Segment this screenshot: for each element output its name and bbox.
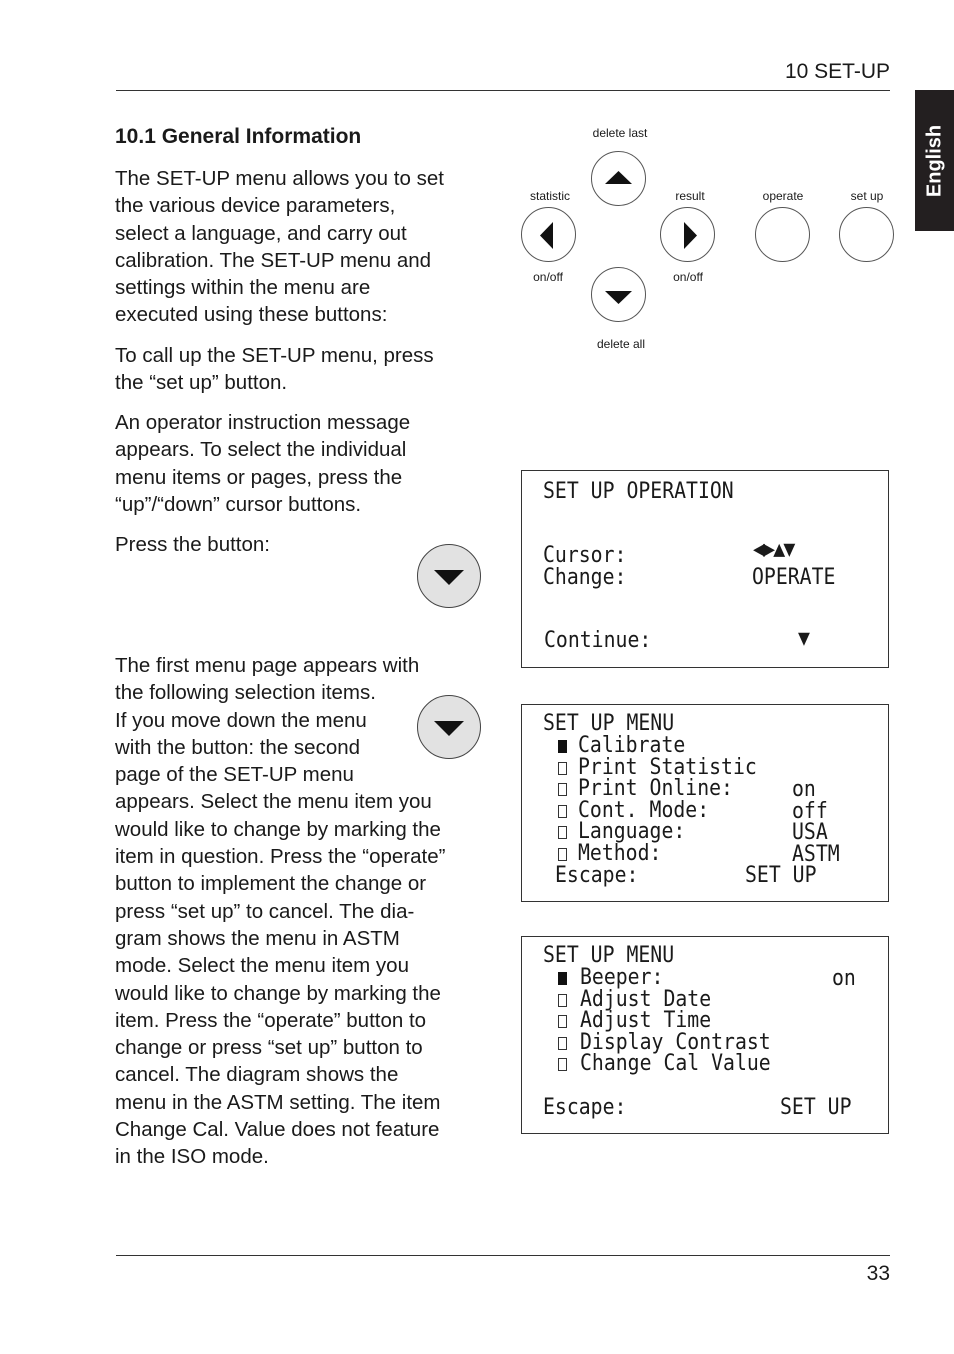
para-line: in the ISO mode.	[115, 1145, 269, 1169]
language-tab	[915, 90, 954, 231]
para-line: item. Press the “operate” button to	[115, 1008, 427, 1032]
operate-button	[755, 207, 810, 262]
menu-item-label: Cont. Mode:	[578, 798, 710, 823]
para-line: would like to change by marking the	[115, 817, 441, 841]
lcd-title: SET UP MENU	[543, 943, 675, 968]
down-arrow-icon	[418, 545, 482, 609]
right-button	[660, 207, 715, 262]
down-button	[591, 267, 646, 322]
lcd-escape-label: Escape:	[543, 1095, 627, 1120]
lcd-title: SET UP OPERATION	[543, 479, 734, 504]
menu-item-value: on	[832, 966, 856, 991]
para-line: settings within the menu are	[115, 276, 371, 300]
menu-item-label: Adjust Time	[580, 1008, 712, 1033]
label-operate: operate	[762, 189, 804, 203]
para-line: item in question. Press the “operate”	[115, 845, 446, 869]
chapter-header: 10 SET-UP	[784, 60, 890, 83]
para-line: press “set up” to cancel. The dia-	[115, 899, 415, 923]
lcd-change-value: OPERATE	[752, 565, 836, 590]
paragraph-intro	[115, 165, 485, 329]
menu-item-value: on	[792, 777, 816, 802]
para-line: If you move down the menu	[115, 708, 367, 732]
para-line: cancel. The diagram shows the	[115, 1063, 399, 1087]
para-line: menu in the ASTM setting. The item	[115, 1090, 441, 1114]
lcd-continue-label: Continue:	[544, 628, 652, 653]
down-button-illustration	[417, 544, 481, 608]
para-line: The SET-UP menu allows you to set	[115, 167, 444, 190]
menu-item-label: Change Cal Value	[580, 1051, 771, 1076]
label-result: result	[675, 189, 705, 203]
menu-item-value: ASTM	[792, 842, 840, 867]
selection-marker	[558, 994, 567, 1007]
lcd-setup-menu-page2	[521, 936, 889, 1134]
selection-marker	[558, 762, 567, 775]
lcd-setup-operation	[521, 470, 889, 668]
selection-marker	[558, 848, 567, 861]
para-line: “up”/“down” cursor buttons.	[115, 492, 362, 516]
label-statistic: statistic	[529, 189, 570, 203]
header-rule	[116, 90, 890, 91]
para-line: page of the SET-UP menu	[115, 763, 354, 787]
para-line: the following selection items.	[115, 681, 376, 705]
menu-item-label: Beeper:	[580, 965, 664, 990]
menu-item-value: off	[792, 799, 828, 824]
lcd-title: SET UP MENU	[543, 711, 675, 736]
para-line: select a language, and carry out	[115, 221, 407, 245]
down-button-illustration-2	[417, 695, 481, 759]
label-on-off-right: on/off	[673, 270, 703, 284]
lcd-continue-arrow: ▼	[798, 626, 810, 651]
left-arrow-icon	[522, 208, 577, 263]
para-line: appears. Select the menu item you	[115, 790, 432, 814]
selection-marker	[558, 805, 567, 818]
lcd-escape-label: Escape:	[555, 863, 639, 888]
menu-item-value: USA	[792, 820, 828, 845]
menu-item-label: Language:	[578, 819, 686, 844]
footer-rule	[116, 1255, 890, 1256]
para-line: the various device parameters,	[115, 194, 396, 218]
set-up-button	[839, 207, 894, 262]
lcd-setup-menu-page1	[521, 704, 889, 902]
left-button	[521, 207, 576, 262]
menu-item-label: Print Statistic	[578, 755, 757, 780]
lcd-escape-value: SET UP	[780, 1095, 852, 1120]
menu-item-label: Adjust Date	[580, 987, 712, 1012]
menu-item-label: Display Contrast	[580, 1030, 771, 1055]
para-line: would like to change by marking the	[115, 981, 441, 1005]
lcd-cursor-label: Cursor:	[543, 543, 627, 568]
language-tab-label: English	[923, 124, 945, 197]
selection-marker	[558, 1037, 567, 1050]
para-line: button to implement the change or	[115, 872, 427, 896]
selection-marker	[558, 1058, 567, 1071]
para-line: calibration. The SET-UP menu and	[115, 248, 432, 272]
label-on-off-left: on/off	[533, 270, 563, 284]
label-delete-last: delete last	[592, 126, 648, 140]
para-line: mode. Select the menu item you	[115, 954, 409, 978]
para-line: gram shows the menu in ASTM	[115, 926, 400, 950]
label-set-up: set up	[850, 189, 884, 203]
paragraph-press-button: Press the button:	[115, 533, 270, 556]
down-arrow-icon	[592, 268, 647, 323]
para-line: the “set up” button.	[115, 371, 288, 395]
para-line: executed using these buttons:	[115, 303, 388, 327]
selection-marker	[558, 1015, 567, 1028]
para-line: with the button: the second	[115, 735, 361, 759]
para-line: change or press “set up” button to	[115, 1036, 423, 1060]
para-line: The first menu page appears with	[115, 654, 420, 677]
selection-marker-filled	[558, 972, 567, 985]
lcd-cursor-arrows: ◀▶▲▼	[753, 537, 794, 562]
lcd-change-label: Change:	[543, 565, 627, 590]
selection-marker	[558, 783, 567, 796]
paragraph-call-up	[115, 342, 485, 397]
section-title: 10.1 General Information	[115, 125, 362, 148]
paragraph-operator-message	[115, 409, 485, 518]
lcd-escape-value: SET UP	[745, 863, 817, 888]
menu-item-label: Print Online:	[578, 776, 733, 801]
up-arrow-icon	[592, 152, 647, 207]
right-arrow-icon	[661, 208, 716, 263]
para-line: To call up the SET-UP menu, press	[115, 344, 434, 367]
selection-marker-filled	[558, 740, 567, 753]
para-line: Change Cal. Value does not feature	[115, 1118, 440, 1142]
para-line: menu items or pages, press the	[115, 465, 403, 489]
down-arrow-icon	[418, 696, 482, 760]
menu-item-label: Calibrate	[578, 733, 686, 758]
para-line: appears. To select the individual	[115, 438, 407, 462]
para-line: An operator instruction message	[115, 411, 411, 434]
up-button	[591, 151, 646, 206]
selection-marker	[558, 826, 567, 839]
label-delete-all: delete all	[596, 337, 646, 351]
page-number: 33	[866, 1262, 890, 1285]
menu-item-label: Method:	[578, 841, 662, 866]
